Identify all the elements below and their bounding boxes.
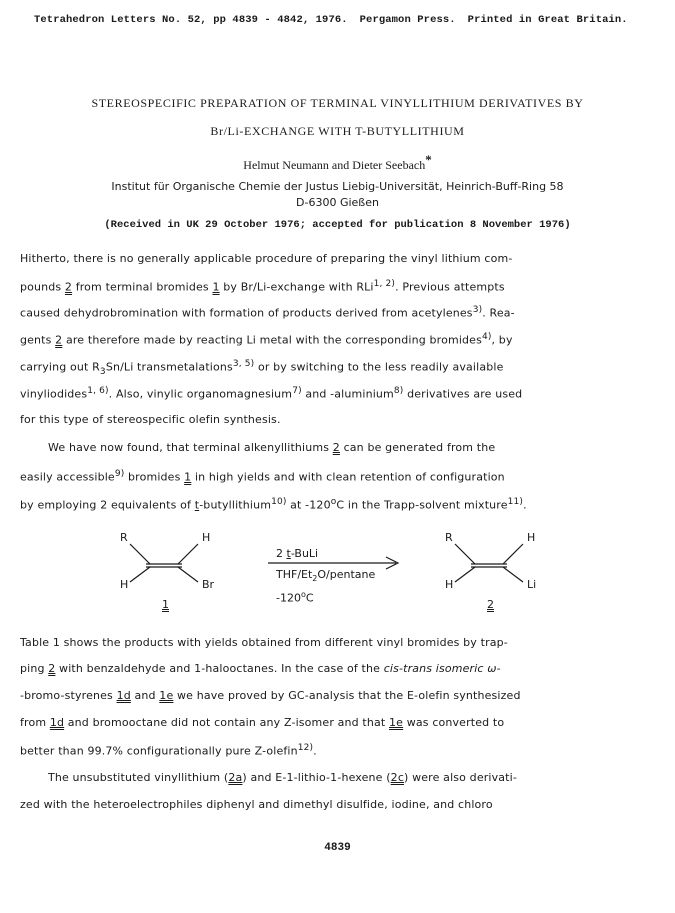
substituent-h: H [120, 578, 129, 591]
compound-ref: 2 [332, 441, 340, 454]
compound-ref: 1 [212, 280, 220, 294]
reference-mark: 3, 5) [232, 359, 255, 369]
compound-ref: 1d [116, 689, 131, 702]
compound-ref: 1d [49, 716, 65, 729]
p3-line-5: better than 99.7% configurationally pure Z-olefin$^{12)}$. [20, 743, 317, 758]
p3-line-3: -bromo-styrenes 1d and 1e we have proved by GC-analysis that the E-olefin synthesized [20, 689, 521, 702]
journal-citation: Tetrahedron Letters No. 52, pp 4839 - 4842, 1976. [34, 14, 348, 26]
substituent-r: R [120, 531, 128, 544]
reference-mark: 12) [297, 743, 314, 753]
p4-line-1: The unsubstituted vinyllithium (2a) and E-1-lithio-1-hexene (2c) were also derivati- [48, 771, 517, 784]
substituent-h: H [527, 531, 536, 544]
publisher: Pergamon Press. [359, 14, 456, 26]
compound-label-product: 2 [487, 598, 494, 611]
p1-line-6: vinyliodides$^{1, 6)}$. Also, vinylic organomagnesium$^{7)}$ and -aluminium$^{8)}$ derivatives are used [20, 386, 523, 401]
compound-ref: 2 [48, 662, 56, 675]
p1-line-3: caused dehydrobromination with formation of products derived from acetylenes$^{3)}$. Rea- [20, 305, 515, 320]
substituent-h: H [202, 531, 211, 544]
page-number: 4839 [324, 842, 351, 854]
compound-ref: 2 [64, 280, 73, 294]
reference-mark: 1, 2) [373, 279, 396, 289]
p1-line-1: Hitherto, there is no generally applicable procedure of preparing the vinyl lithium com- [20, 252, 513, 265]
p3-line-1: Table 1 shows the products with yields obtained from different vinyl bromides by trap- [20, 636, 508, 649]
author-names: Helmut Neumann and Dieter Seebach [243, 158, 426, 172]
p4-line-2: zed with the heteroelectrophiles diphenyl and dimethyl disulfide, iodine, and chloro [20, 798, 493, 811]
p1-line-4: gents 2 are therefore made by reacting Li metal with the corresponding bromides$^{4)}$, by [20, 332, 513, 347]
p1-line-7: for this type of stereospecific olefin synthesis. [20, 413, 281, 426]
compound-ref: 1e [159, 689, 174, 702]
p3-line-4: from 1d and bromooctane did not contain any Z-isomer and that 1e was converted to [20, 716, 505, 729]
p3-line-2: ping 2 with benzaldehyde and 1-halooctanes. In the case of the cis-trans isomeric ω- [20, 662, 501, 675]
compound-ref: 1 [184, 470, 192, 484]
reference-mark: 3) [472, 305, 483, 315]
compound-ref: 2 [55, 333, 63, 347]
p1-line-5: carrying out $R_3Sn/Li$ transmetalations$^{3, 5)}$ or by switching to the less readily available [20, 359, 504, 377]
solvent: THF/$Et_2O$/pentane [276, 568, 376, 584]
authors [0, 152, 675, 173]
reference-mark: 7) [292, 386, 302, 396]
p2-line-2: easily accessible$^{9)}$ bromides 1 in high yields and with clean retention of configuration [20, 469, 505, 484]
reference-mark: 8) [393, 386, 404, 396]
substituent-h: H [445, 578, 454, 591]
corresponding-author-mark: * [425, 152, 432, 167]
reference-mark: 10) [271, 497, 287, 507]
reagent: 2 t-BuLi [276, 547, 319, 560]
affiliation-line-2: D-6300 Gießen [296, 196, 379, 209]
substituent-br: Br [202, 578, 215, 591]
compound-label-start: 1 [162, 598, 169, 611]
compound-ref: 2c [390, 771, 405, 784]
temperature: -120$^o$C [276, 590, 314, 605]
p2-line-3: by employing 2 equivalents of t-butyllithium$^{10)}$ at -120$^o$C in the Trapp-solvent mixture$^{11)}$. [20, 497, 527, 512]
printed-note: Printed in Great Britain. [467, 14, 628, 26]
journal-header [34, 14, 644, 26]
compound-ref: 1e [389, 716, 404, 729]
reference-mark: 4) [481, 332, 492, 342]
reference-mark: 1, 6) [87, 386, 109, 396]
p1-line-2: pounds 2 from terminal bromides 1 by Br/Li-exchange with RLi$^{1, 2)}$. Previous attempts [20, 279, 505, 294]
reaction-scheme [100, 530, 580, 630]
paper-title-line-2: Br/Li-EXCHANGE WITH T-BUTYLLITHIUM [210, 124, 465, 138]
substituent-r: R [445, 531, 453, 544]
substituent-li: Li [527, 578, 537, 591]
reference-mark: 11) [507, 497, 524, 507]
affiliation-line-1: Institut für Organische Chemie der Justus Liebig-Universität, Heinrich-Buff-Ring 58 [111, 180, 564, 193]
reference-mark: 9) [114, 469, 125, 479]
received-dates: (Received in UK 29 October 1976; accepted for publication 8 November 1976) [104, 219, 571, 231]
compound-ref: 2a [228, 771, 243, 784]
paper-title-line-1: STEREOSPECIFIC PREPARATION OF TERMINAL VINYLLITHIUM DERIVATIVES BY [91, 96, 584, 110]
p2-line-1: We have now found, that terminal alkenyllithiums 2 can be generated from the [48, 441, 496, 454]
